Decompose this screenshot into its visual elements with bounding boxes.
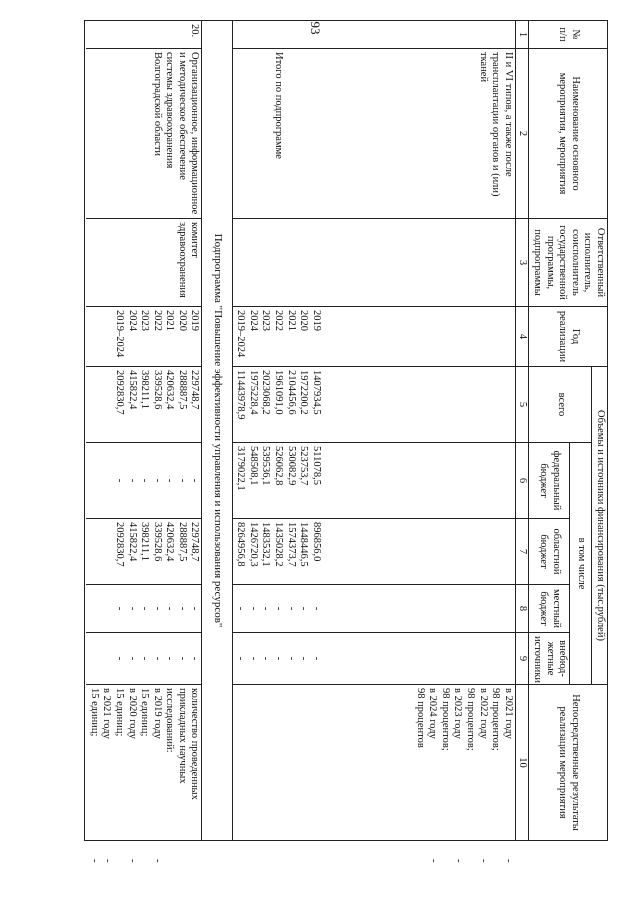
row20-name: Организационное, информационное и методическое обеспечение системы здравоохранения Волгоградской области [86, 49, 202, 219]
total-federal: 511078,5 523753,7 530082,9 526062,8 539536,1 548508,1 3179022,1 [232, 443, 323, 519]
header-num: № п/п [529, 21, 608, 49]
subprogram-title: Подпрограмма "Повышение эффективности управления и использования ресурсов" [202, 21, 232, 841]
header-local: местный бюджет [529, 585, 570, 633]
row20-num: 20. [86, 21, 202, 49]
header-regional: областной бюджет [529, 519, 570, 585]
header-executor: Ответственный исполнитель, соисполнитель государственной программы, подпрограммы [529, 219, 608, 307]
row20-years: 2019 2020 2021 2022 2023 2024 2019–2024 [86, 307, 202, 367]
total-all: 1407934,5 1972200,2 2104456,6 1961091,0 2023068,2 1975228,4 11443978,9 [232, 367, 323, 443]
total-years: 2019 2020 2021 2022 2023 2024 2019–2024 [232, 307, 323, 367]
table-row-total [232, 21, 323, 881]
header-row-1 [592, 21, 608, 881]
financing-table [84, 20, 608, 881]
colnum: 3 [515, 219, 529, 307]
total-label: Итого по подпрограмме [232, 49, 323, 219]
cont-dashes: - - - - [427, 859, 515, 863]
row20-extra: - - - - - - - [86, 633, 202, 685]
header-extra: внебюд-жетные источники [529, 633, 570, 685]
total-local: - - - - - - - [232, 585, 323, 633]
column-number-row [515, 21, 529, 881]
header-federal: федеральный бюджет [529, 443, 570, 519]
total-regional: 896856,0 1448446,5 1574373,7 1435028,2 1483532,1 1426720,3 8264956,8 [232, 519, 323, 585]
header-incl: в том числе [570, 443, 592, 685]
colnum: 8 [515, 585, 529, 633]
colnum: 6 [515, 443, 529, 519]
row20-federal: - - - - - - - [86, 443, 202, 519]
row20-results: количество проведенных прикладных научных исследований: в 2019 году 15 единиц; в 2020 году 15 единиц; в 2021 году 15 единиц; [86, 685, 202, 841]
cont-name: II и VI типов, а также после трансплантации органов и (или) тканей [323, 49, 516, 219]
table-row-20 [86, 21, 202, 881]
row20-dashes: - - - - [89, 859, 164, 863]
header-name: Наименование основного мероприятия, мероприятия [529, 49, 608, 219]
colnum: 2 [515, 49, 529, 219]
financing-table-sheet [88, 20, 608, 880]
colnum: 10 [515, 685, 529, 841]
colnum: 9 [515, 633, 529, 685]
header-result: Непосредственные результаты реализации мероприятия [529, 685, 608, 841]
cont-results: в 2021 году 98 процентов; в 2022 году 98 процентов; в 2023 году 98 процентов; в 2024 году 98 процентов [323, 685, 516, 841]
row20-regional: 229748,7 288887,5 420632,4 339528,6 398211,1 415822,4 2092830,7 [86, 519, 202, 585]
row20-local: - - - - - - - [86, 585, 202, 633]
colnum: 1 [515, 21, 529, 49]
row20-total: 229748,7 288887,5 420632,4 339528,6 398211,1 415822,4 2092830,7 [86, 367, 202, 443]
header-total: всего [529, 367, 592, 443]
table-row-continuation [323, 21, 516, 881]
header-financing: Объемы и источники финансирования (тыс.рублей) [592, 367, 608, 685]
colnum: 4 [515, 307, 529, 367]
header-year: Год реализации [529, 307, 608, 367]
page-number: 93 [308, 21, 323, 35]
total-extra: - - - - - - - [232, 633, 323, 685]
row20-executor: комитет здравоохранения [86, 219, 202, 307]
subprogram-row [202, 21, 232, 881]
table-bottom-border [84, 21, 86, 881]
colnum: 5 [515, 367, 529, 443]
colnum: 7 [515, 519, 529, 585]
